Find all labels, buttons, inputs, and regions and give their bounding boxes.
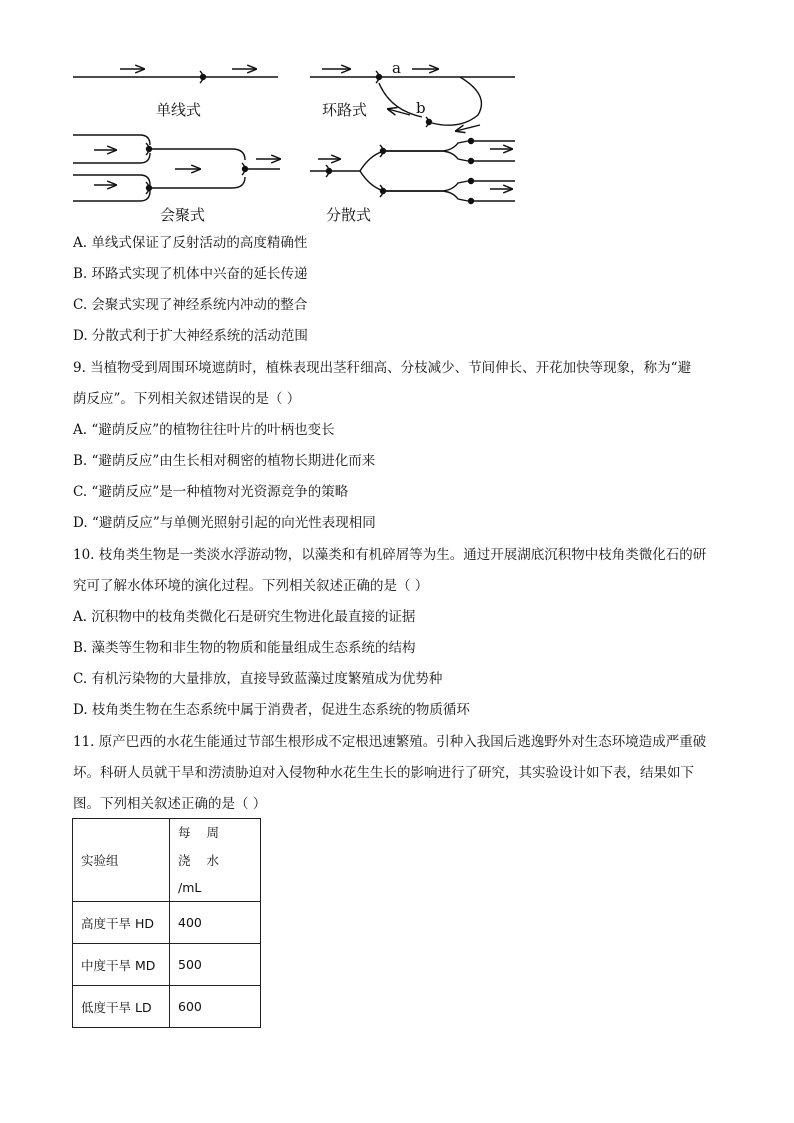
- table-row: [73, 986, 261, 1028]
- q8-option-d: D. 分散式利于扩大神经系统的活动范围: [73, 328, 308, 344]
- converging-diagram: [73, 135, 280, 201]
- label-single: 单线式: [156, 101, 202, 119]
- table-header-water-line1: 每 周 浇 水: [178, 825, 225, 868]
- q9-stem-line-1: 9. 当植物受到周围环境遮荫时，植株表现出茎秆细高、分枝减少、节间伸长、开花加快等现象，称为“避: [73, 360, 692, 376]
- q8-option-b: B. 环路式实现了机体中兴奋的延长传递: [73, 266, 308, 282]
- q11-stem-line-2: 坏。科研人员就干旱和涝渍胁迫对入侵物种水花生生长的影响进行了研究，其实验设计如下表，结果如下: [73, 765, 694, 781]
- experiment-table: [72, 818, 261, 1028]
- neural-circuit-figure: [60, 55, 530, 230]
- loop-diagram: [310, 69, 515, 131]
- diverging-diagram: [310, 139, 515, 204]
- single-line-diagram: [73, 69, 278, 83]
- label-b: b: [416, 99, 426, 117]
- label-a: a: [392, 59, 401, 77]
- q10-option-c: C. 有机污染物的大量排放，直接导致蓝藻过度繁殖成为优势种: [73, 671, 443, 687]
- label-loop: 环路式: [322, 101, 368, 119]
- table-cell-water: 400: [170, 902, 261, 944]
- label-diverge: 分散式: [326, 206, 372, 224]
- label-converge: 会聚式: [160, 206, 206, 224]
- table-cell-group: 低度干旱 LD: [73, 986, 170, 1028]
- table-header-water-unit: /mL: [178, 880, 202, 895]
- q9-option-b: B. “避荫反应”由生长相对稠密的植物长期进化而来: [73, 453, 376, 469]
- q8-option-a: A. 单线式保证了反射活动的高度精确性: [73, 235, 308, 251]
- q9-option-d: D. “避荫反应”与单侧光照射引起的向光性表现相同: [73, 515, 376, 531]
- q9-stem-line-2: 荫反应”。下列相关叙述错误的是（ ）: [73, 391, 301, 407]
- table-cell-water: 600: [170, 986, 261, 1028]
- q9-option-a: A. “避荫反应”的植物往往叶片的叶柄也变长: [73, 422, 335, 438]
- q10-option-d: D. 枝角类生物在生态系统中属于消费者，促进生态系统的物质循环: [73, 702, 470, 718]
- table-cell-water: 500: [170, 944, 261, 986]
- table-cell-group: 中度干旱 MD: [73, 944, 170, 986]
- q11-stem-line-1: 11. 原产巴西的水花生能通过节部生根形成不定根迅速繁殖。引种入我国后逃逸野外对生态环境造成严重破: [73, 734, 707, 750]
- q11-stem-line-3: 图。下列相关叙述正确的是（ ）: [73, 796, 267, 812]
- table-row: [73, 902, 261, 944]
- table-row: [73, 944, 261, 986]
- table-cell-group: 高度干旱 HD: [73, 902, 170, 944]
- q10-option-b: B. 藻类等生物和非生物的物质和能量组成生态系统的结构: [73, 640, 416, 656]
- q9-option-c: C. “避荫反应”是一种植物对光资源竞争的策略: [73, 484, 349, 500]
- table-header-row: [73, 819, 261, 902]
- table-header-group: 实验组: [73, 819, 170, 902]
- q10-stem-line-1: 10. 枝角类生物是一类淡水浮游动物，以藻类和有机碎屑等为生。通过开展湖底沉积物中枝角类微化石的研: [73, 547, 707, 563]
- q10-option-a: A. 沉积物中的枝角类微化石是研究生物进化最直接的证据: [73, 609, 416, 625]
- q10-stem-line-2: 究可了解水体环境的演化过程。下列相关叙述正确的是（ ）: [73, 578, 429, 594]
- table-header-water: [170, 819, 261, 902]
- q8-option-c: C. 会聚式实现了神经系统内冲动的整合: [73, 297, 308, 313]
